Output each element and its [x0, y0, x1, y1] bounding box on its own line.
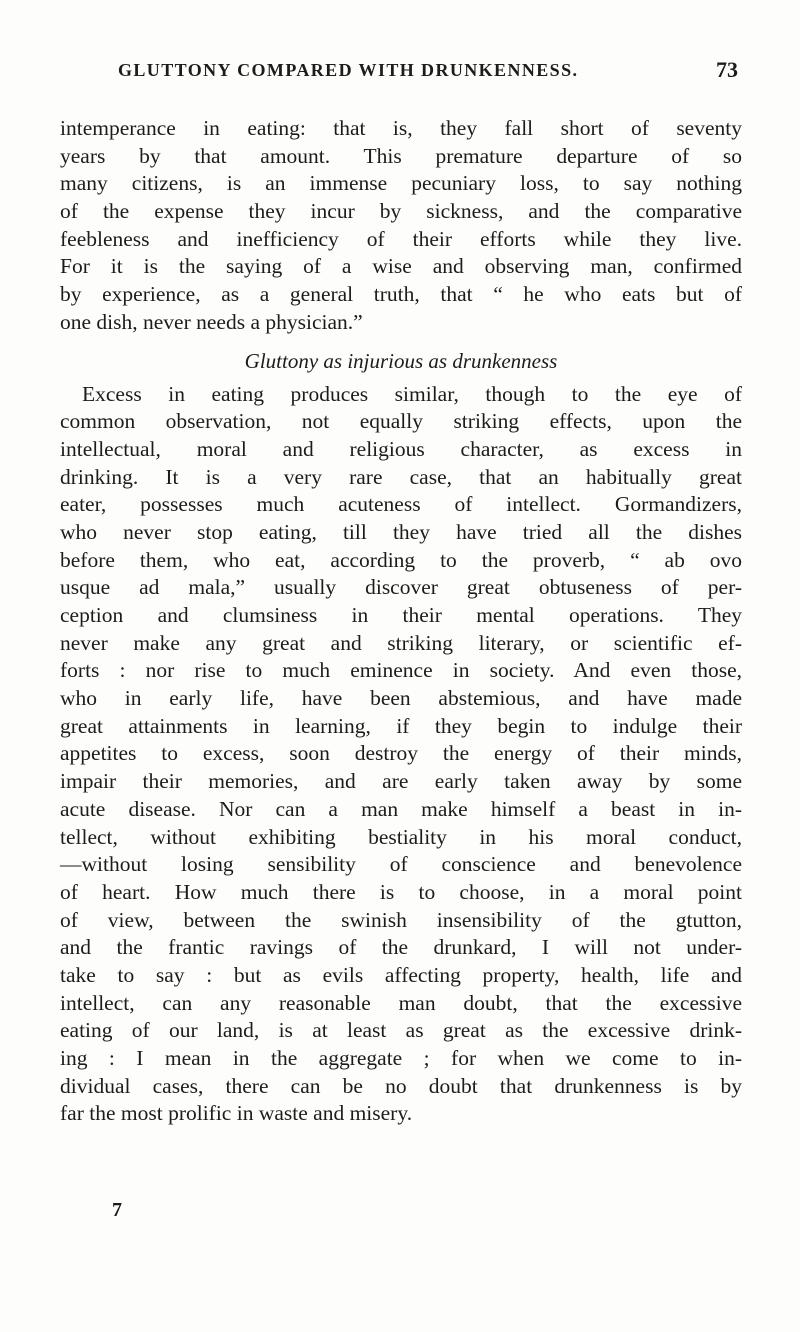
text-line: forts : nor rise to much eminence in society. And even those, — [60, 658, 742, 683]
text-line: who never stop eating, till they have tried all the dishes — [60, 519, 742, 544]
text-line: usque ad mala,” usually discover great obtuseness of per- — [60, 575, 742, 600]
text-line: common observation, not equally striking effects, upon the — [60, 409, 742, 434]
running-header — [118, 57, 738, 88]
text-line: by experience, as a general truth, that “ he who eats but of — [60, 282, 742, 307]
text-line: before them, who eat, according to the proverb, “ ab ovo — [60, 547, 742, 572]
text-line: feebleness and inefficiency of their efforts while they live. — [60, 226, 742, 251]
text-line: dividual cases, there can be no doubt that drunkenness is by — [60, 1073, 742, 1098]
text-line: impair their memories, and are early taken away by some — [60, 769, 742, 794]
text-line: intellect, can any reasonable man doubt, that the excessive — [60, 990, 742, 1015]
text-line: Excess in eating produces similar, though to the eye of — [82, 381, 742, 406]
text-line: and the frantic ravings of the drunkard, I will not under- — [60, 935, 742, 960]
text-line: far the most prolific in waste and misery. — [60, 1101, 413, 1126]
running-title: GLUTTONY COMPARED WITH DRUNKENNESS. — [118, 60, 579, 80]
text-line: take to say : but as evils affecting property, health, life and — [60, 962, 742, 987]
text-line: who in early life, have been abstemious, and have made — [60, 686, 742, 711]
text-line: eater, possesses much acuteness of intellect. Gormandizers, — [60, 492, 742, 517]
signature-mark: 7 — [112, 1199, 122, 1221]
body-text — [60, 115, 742, 1128]
text-line: ing : I mean in the aggregate ; for when we come to in- — [60, 1046, 742, 1070]
text-line: —without losing sensibility of conscience and benevolence — [60, 852, 742, 877]
text-line: of heart. How much there is to choose, in a moral point — [60, 879, 742, 904]
text-line: tellect, without exhibiting bestiality in his moral conduct, — [60, 824, 742, 849]
paragraph-continued — [60, 115, 742, 337]
text-line: one dish, never needs a physician.” — [60, 309, 363, 334]
text-line: great attainments in learning, if they begin to indulge their — [60, 713, 742, 738]
text-line: appetites to excess, soon destroy the energy of their minds, — [60, 741, 742, 766]
text-line: of the expense they incur by sickness, and the comparative — [60, 199, 742, 224]
text-line: acute disease. Nor can a man make himself a beast in in- — [60, 796, 742, 821]
paragraph-gluttony-drunkenness — [60, 381, 742, 1129]
text-line: many citizens, is an immense pecuniary loss, to say nothing — [60, 171, 742, 196]
text-line: intellectual, moral and religious character, as excess in — [60, 436, 742, 461]
text-line: intemperance in eating: that is, they fall short of seventy — [60, 116, 742, 140]
section-heading: Gluttony as injurious as drunkenness — [244, 348, 558, 373]
page-number: 73 — [716, 57, 738, 82]
text-line: years by that amount. This premature departure of so — [60, 143, 742, 168]
text-line: eating of our land, is at least as great as the excessive drink- — [60, 1018, 742, 1043]
text-line: For it is the saying of a wise and observing man, confirmed — [60, 254, 742, 279]
text-line: never make any great and striking literary, or scientific ef- — [60, 630, 742, 655]
text-line: drinking. It is a very rare case, that an habitually great — [60, 464, 742, 489]
text-line: of view, between the swinish insensibility of the gtutton, — [60, 907, 742, 932]
text-line: ception and clumsiness in their mental operations. They — [60, 603, 742, 627]
